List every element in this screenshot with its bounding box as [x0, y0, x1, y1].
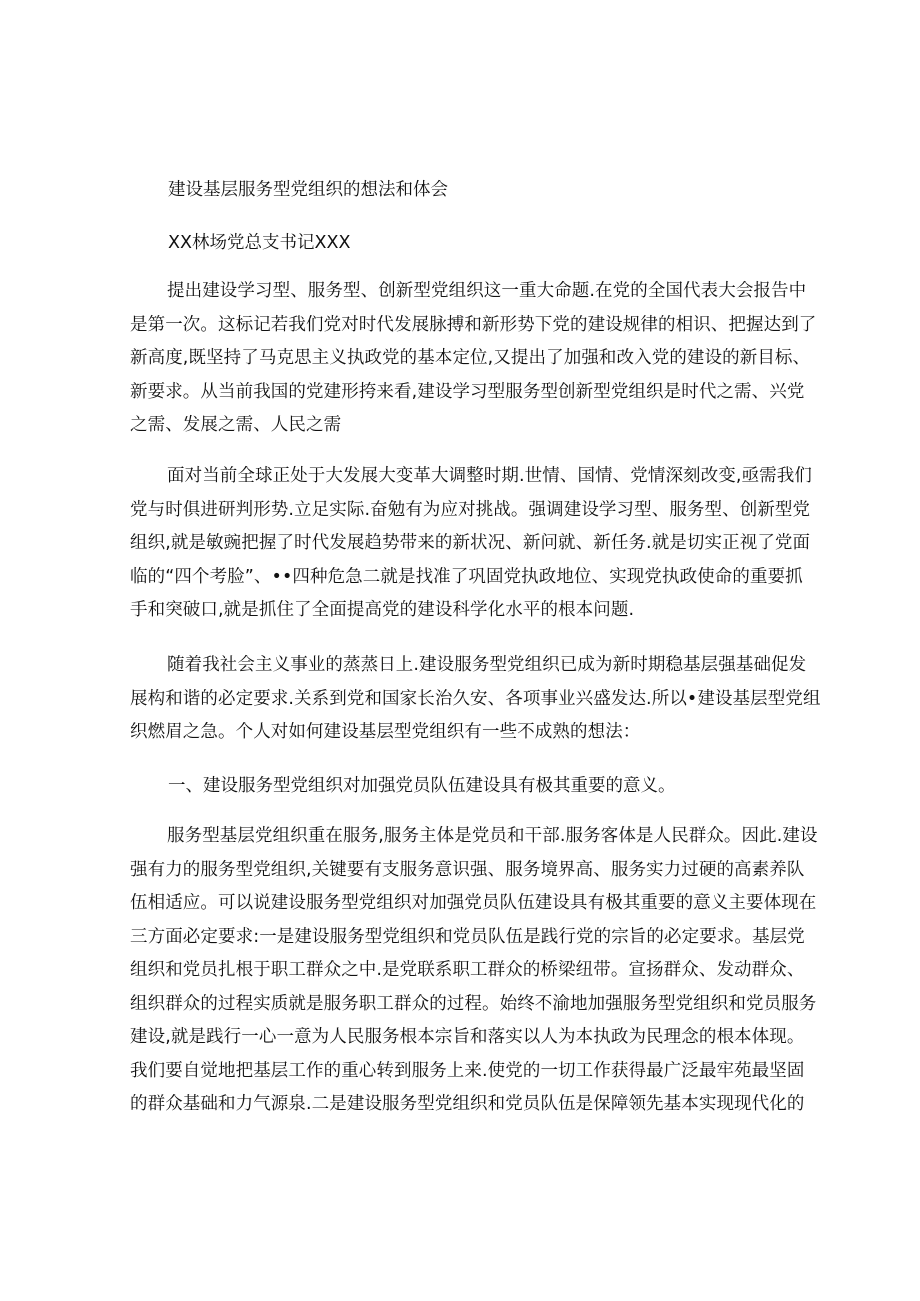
paragraph-line: 面对当前全球正处于大发展大变革大调整时期.世情、国情、党情深刻改变,亟需我们 — [167, 466, 812, 486]
author-line: XX林场党总支书记XXX — [168, 233, 351, 253]
paragraph-line: 党与时俱进研判形势.立足实际.奋勉有为应对挑战。强调建设学习型、服务型、创新型党 — [130, 499, 811, 520]
paragraph-line: 手和突破口,就是抓住了全面提高党的建设科学化水平的根本问题. — [130, 600, 635, 620]
paragraph-line: 新高度,既坚持了马克思主义执政党的基本定位,又提出了加强和改入党的建设的新目标、 — [130, 348, 811, 368]
paragraph-line: 我们要自觉地把基层工作的重心转到服务上来.使党的一切工作获得最广泛最牢苑最坚固 — [130, 1060, 805, 1081]
paragraph-line: 之需、发展之需、人民之需 — [130, 415, 342, 435]
paragraph-3 — [130, 649, 821, 750]
paragraph-4 — [130, 820, 818, 1122]
paragraph-line: 建设,就是践行一心一意为人民服务根本宗旨和落实以人为本执政为民理念的根本体现。 — [130, 1027, 805, 1047]
paragraph-line: 组织,就是敏豌把握了时代发展趋势带来的新状况、新问就、新任务.就是切实正视了党面 — [130, 533, 811, 553]
paragraph-line: 三方面必定要求:一是建设服务型党组织和党员队伍是践行党的宗旨的必定要求。基层党 — [130, 926, 805, 947]
paragraph-line: 是第一次。这标记若我们党对时代发展脉搏和新形势下党的建设规律的相识、把握达到了 — [130, 314, 817, 335]
document-title: 建设基层服务型党组织的想法和体会 — [168, 180, 448, 200]
paragraph-line: 组织和党员扎根于职工群众之中.是党联系职工群众的桥梁纽带。宣扬群众、发动群众、 — [130, 960, 805, 980]
paragraph-line: 强有力的服务型党组织,关键要有支服务意识强、服务境界高、服务实力过硬的高素养队 — [130, 859, 805, 880]
paragraph-line: 新要求。从当前我国的党建形挎来看,建设学习型服务型创新型党组织是时代之需、兴党 — [130, 381, 805, 402]
paragraph-line: 临的“四个考脸”、••四种危急二就是找准了巩固党执政地位、实现党执政使命的重要抓 — [130, 566, 803, 587]
paragraph-line: 的群众基础和力气源泉.二是建设服务型党组织和党员队伍是保障领先基本实现现代化的 — [130, 1094, 805, 1114]
paragraph-line: 提出建设学习型、服务型、创新型党组织这一重大命题.在党的全国代表大会报告中 — [167, 281, 807, 301]
paragraph-line: 组织群众的过程实质就是服务职工群众的过程。始终不渝地加强服务型党组织和党员服务 — [130, 993, 817, 1014]
paragraph-line: 服务型基层党组织重在服务,服务主体是党员和干部.服务客体是人民群众。因此.建设 — [167, 826, 818, 846]
paragraph-line: 织燃眉之急。个人对如何建设基层型党组织有一些不成熟的想法： — [130, 722, 641, 742]
paragraph-1 — [130, 275, 817, 443]
paragraph-line: 伍相适应。可以说建设服务型党组织对加强党员队伍建设具有极其重要的意义主要体现在 — [130, 893, 817, 913]
paragraph-line: 展构和谐的必定要求.关系到党和国家长治久安、各项事业兴盛发达.所以•建设基层型党组 — [130, 688, 821, 709]
paragraph-2 — [130, 460, 812, 628]
paragraph-line: 随着我社会主义事业的蒸蒸日上.建设服务型党组织已成为新时期稳基层强基础促发 — [167, 655, 807, 675]
section-heading: 一、建设服务型党组织对加强党员队伍建设具有极其重要的意义。 — [168, 776, 676, 796]
